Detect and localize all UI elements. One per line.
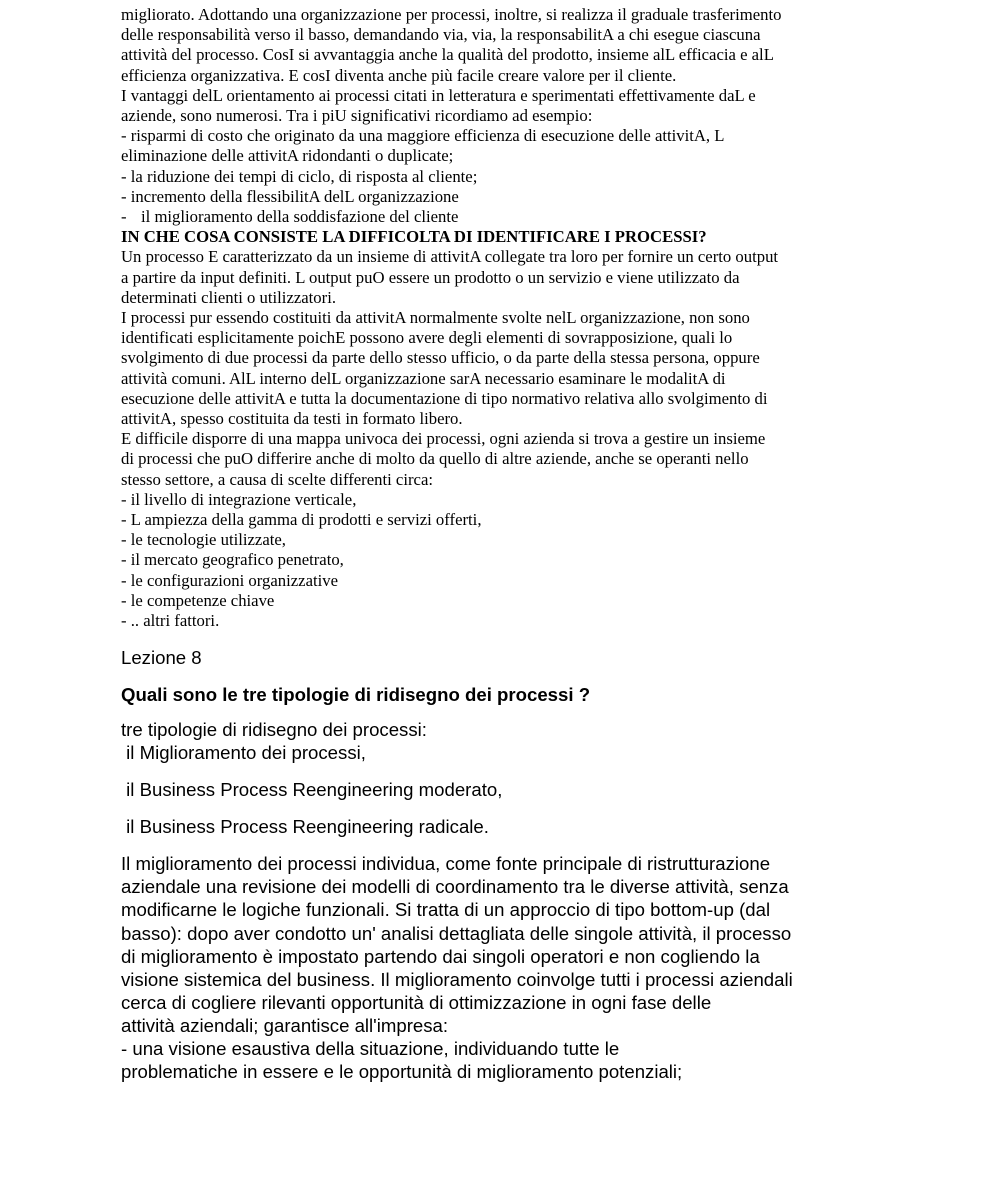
body-line: problematiche in essere e le opportunità di miglioramento potenziali; [121,1061,683,1083]
text-line: attivitA, spesso costituita da testi in formato libero. [121,409,463,429]
text-line: a partire da input definiti. L output puO essere un prodotto o un servizio e viene utilizzato da [121,267,740,287]
text-line: di processi che puO differire anche di molto da quello di altre aziende, anche se operanti nello [121,449,749,469]
text-line: I processi pur essendo costituiti da attivitA normalmente svolte nelL organizzazione, non sono [121,308,750,328]
body-line: basso): dopo aver condotto un' analisi dettagliata delle singole attività, il processo [121,922,792,944]
serif-section [121,5,871,631]
sans-section [121,644,871,1083]
list-item: - le competenze chiave [121,590,275,610]
body-paragraph [121,852,871,1083]
list-item [121,207,871,227]
question-heading: Quali sono le tre tipologie di ridisegno dei processi ? [121,684,591,706]
text-line: attività comuni. AlL interno delL organizzazione sarA necessario esaminare le modalitA di [121,368,726,388]
text-line: delle responsabilità verso il basso, demandando via, via, la responsabilitA a chi esegue ciascuna [121,25,761,45]
text-line: determinati clienti o utilizzatori. [121,287,337,307]
list-item: - .. altri fattori. [121,611,220,631]
body-line: - una visione esaustiva della situazione, individuando tutte le [121,1038,620,1060]
list-item: - L ampiezza della gamma di prodotti e servizi offerti, [121,510,482,530]
list-item: - il livello di integrazione verticale, [121,489,357,509]
document-page [121,5,871,1083]
body-line: cerca di cogliere rilevanti opportunità di ottimizzazione in ogni fase delle [121,991,712,1013]
text-line: svolgimento di due processi da parte dello stesso ufficio, o da parte della stessa persona, oppure [121,348,760,368]
lesson-label: Lezione 8 [121,647,202,669]
text-line: eliminazione delle attivitA ridondanti o duplicate; [121,146,454,166]
body-line: Il miglioramento dei processi individua, come fonte principale di ristrutturazione [121,853,771,875]
type-item: il Business Process Reengineering moderato, [121,779,503,801]
text-line: Un processo E caratterizzato da un insieme di attivitA collegate tra loro per fornire un certo output [121,247,779,267]
text-line: stesso settore, a causa di scelte differenti circa: [121,469,433,489]
section-heading: IN CHE COSA CONSISTE LA DIFFICOLTA DI IDENTIFICARE I PROCESSI? [121,227,707,247]
body-line: modificarne le logiche funzionali. Si tratta di un approccio di tipo bottom-up (dal [121,899,771,921]
list-item: - le configurazioni organizzative [121,570,338,590]
type-item: il Business Process Reengineering radicale. [121,816,489,838]
list-item: - il mercato geografico penetrato, [121,550,344,570]
text-line: E difficile disporre di una mappa univoca dei processi, ogni azienda si trova a gestire un insieme [121,429,766,449]
intro-line: tre tipologie di ridisegno dei processi: [121,719,427,741]
type-item: il Miglioramento dei processi, [121,742,366,764]
text-line: attività del processo. CosI si avvantaggia anche la qualità del prodotto, insieme alL efficacia e alL [121,45,774,65]
text-line: migliorato. Adottando una organizzazione per processi, inoltre, si realizza il graduale trasferimento [121,5,782,24]
text-line: aziende, sono numerosi. Tra i piU significativi ricordiamo ad esempio: [121,106,593,126]
text-line: - la riduzione dei tempi di ciclo, di risposta al cliente; [121,166,478,186]
body-line: visione sistemica del business. Il miglioramento coinvolge tutti i processi aziendali [121,968,793,990]
text-line: efficienza organizzativa. E cosI diventa anche più facile creare valore per il cliente. [121,65,677,85]
text-line: identificati esplicitamente poichE possono avere degli elementi di sovrapposizione, quali lo [121,328,733,348]
body-line: di miglioramento è impostato partendo dai singoli operatori e non cogliendo la [121,945,760,967]
text-line: esecuzione delle attivitA e tutta la documentazione di tipo normativo relativa allo svolgimento di [121,388,768,408]
text-line: - incremento della flessibilitA delL organizzazione [121,186,459,206]
list-item: - le tecnologie utilizzate, [121,530,286,550]
text-line: I vantaggi delL orientamento ai processi citati in letteratura e sperimentati effettivamente daL e [121,85,756,105]
body-line: aziendale una revisione dei modelli di coordinamento tra le diverse attività, senza [121,876,789,898]
list-item-text: il miglioramento della soddisfazione del cliente [141,207,459,227]
body-line: attività aziendali; garantisce all'impresa: [121,1014,449,1036]
text-line: - risparmi di costo che originato da una maggiore efficienza di esecuzione delle attivitA, L [121,126,725,146]
list-dash: - [121,207,127,227]
